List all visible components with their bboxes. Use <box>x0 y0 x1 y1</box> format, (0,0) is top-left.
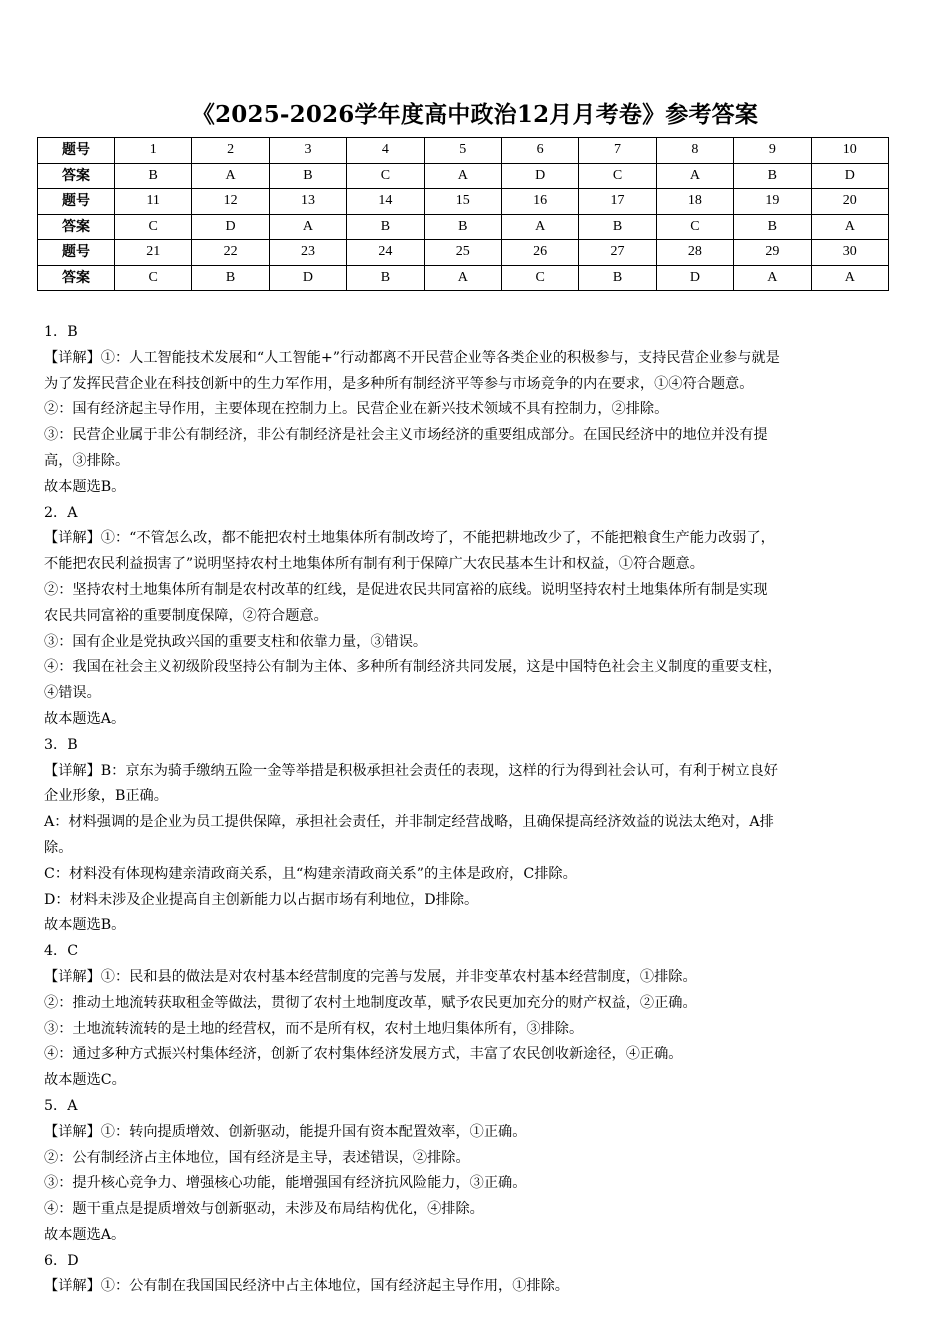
table-cell: B <box>734 163 811 189</box>
text-line: 除。 <box>44 839 73 856</box>
table-cell: 18 <box>656 189 733 215</box>
text-line: ②：公有制经济占主体地位，国有经济是主导，表述错误，②排除。 <box>44 1149 470 1166</box>
text-line: 【详解】①：转向提质增效、创新驱动，能提升国有资本配置效率，①正确。 <box>44 1123 527 1140</box>
text-line: 2．A <box>44 504 78 521</box>
table-cell: 9 <box>734 138 811 164</box>
text-line: ②：国有经济起主导作用，主要体现在控制力上。民营企业在新兴技术领域不具有控制力，②排除。 <box>44 401 669 418</box>
table-cell: A <box>424 265 501 291</box>
table-cell: 1 <box>115 138 192 164</box>
text-line: 故本题选C。 <box>44 1072 126 1089</box>
table-cell: A <box>192 163 269 189</box>
table-cell: B <box>115 163 192 189</box>
row-label: 答案 <box>38 163 115 189</box>
table-cell: 13 <box>269 189 346 215</box>
table-cell: 6 <box>501 138 578 164</box>
text-line: 【详解】B：京东为骑手缴纳五险一金等举措是积极承担社会责任的表现，这样的行为得到社会认可，有利于树立良好 <box>44 762 778 779</box>
table-cell: D <box>192 214 269 240</box>
table-cell: D <box>811 163 888 189</box>
table-cell: C <box>115 265 192 291</box>
text-line: ④：我国在社会主义初级阶段坚持公有制为主体、多种所有制经济共同发展，这是中国特色社会主义制度的重要支柱， <box>44 659 782 676</box>
table-cell: C <box>347 163 424 189</box>
row-label: 题号 <box>38 138 115 164</box>
text-line: A：材料强调的是企业为员工提供保障，承担社会责任，并非制定经营战略，且确保提高经济效益的说法太绝对，A排 <box>44 814 774 831</box>
table-cell: 21 <box>115 240 192 266</box>
text-line: 不能把农民利益损害了”说明坚持农村土地集体所有制有利于保障广大农民基本生计和权益，①符合题意。 <box>44 556 704 573</box>
text-line: ③：土地流转流转的是土地的经营权，而不是所有权，农村土地归集体所有，③排除。 <box>44 1020 584 1037</box>
text-line: 1．B <box>44 324 78 340</box>
answer-explanations <box>44 320 912 1300</box>
table-cell: 28 <box>656 240 733 266</box>
table-row <box>38 214 889 240</box>
text-line: 故本题选A。 <box>44 710 126 727</box>
table-row <box>38 240 889 266</box>
table-cell: B <box>579 265 656 291</box>
row-label: 题号 <box>38 240 115 266</box>
table-cell: 3 <box>269 138 346 164</box>
table-cell: 29 <box>734 240 811 266</box>
row-label: 答案 <box>38 214 115 240</box>
text-line: ③：提升核心竞争力、增强核心功能，能增强国有经济抗风险能力，③正确。 <box>44 1175 527 1192</box>
answer-table <box>37 137 889 291</box>
table-row <box>38 189 889 215</box>
table-row <box>38 163 889 189</box>
table-cell: 2 <box>192 138 269 164</box>
table-cell: 4 <box>347 138 424 164</box>
text-line: ②：推动土地流转获取租金等做法，贯彻了农村土地制度改革，赋予农民更加充分的财产权益，②正确。 <box>44 994 697 1011</box>
table-cell: B <box>269 163 346 189</box>
text-line: ③：国有企业是党执政兴国的重要支柱和依靠力量，③错误。 <box>44 633 428 650</box>
text-line: 5．A <box>44 1097 78 1114</box>
text-line: ②：坚持农村土地集体所有制是农村改革的红线，是促进农民共同富裕的底线。说明坚持农村土地集体所有制是实现 <box>44 581 768 598</box>
text-line: ④错误。 <box>44 685 101 702</box>
table-cell: 11 <box>115 189 192 215</box>
table-cell: 16 <box>501 189 578 215</box>
table-cell: D <box>269 265 346 291</box>
text-line: 【详解】①：民和县的做法是对农村基本经营制度的完善与发展，并非变革农村基本经营制度，①排除。 <box>44 968 697 985</box>
text-line: 【详解】①：公有制在我国国民经济中占主体地位，国有经济起主导作用，①排除。 <box>44 1278 569 1295</box>
table-cell: 22 <box>192 240 269 266</box>
table-cell: B <box>579 214 656 240</box>
table-cell: 5 <box>424 138 501 164</box>
table-cell: A <box>424 163 501 189</box>
table-row <box>38 265 889 291</box>
page-title: 《2025-2026学年度高中政治12月月考卷》参考答案 <box>191 101 759 128</box>
table-cell: D <box>501 163 578 189</box>
table-cell: C <box>656 214 733 240</box>
text-line: 4．C <box>44 943 79 960</box>
table-cell: 25 <box>424 240 501 266</box>
table-cell: C <box>501 265 578 291</box>
table-cell: 17 <box>579 189 656 215</box>
text-line: C：材料没有体现构建亲清政商关系，且“构建亲清政商关系”的主体是政府，C排除。 <box>44 865 577 882</box>
text-line: 故本题选A。 <box>44 1226 126 1243</box>
text-line: 故本题选B。 <box>44 917 126 934</box>
table-cell: 10 <box>811 138 888 164</box>
table-cell: C <box>115 214 192 240</box>
text-line: 【详解】①：“不管怎么改，都不能把农村土地集体所有制改垮了，不能把耕地改少了，不能把粮食生产能力改弱了， <box>44 530 775 547</box>
table-cell: 14 <box>347 189 424 215</box>
text-line: 农民共同富裕的重要制度保障，②符合题意。 <box>44 607 328 624</box>
table-cell: A <box>656 163 733 189</box>
table-cell: A <box>811 214 888 240</box>
table-cell: A <box>501 214 578 240</box>
table-cell: 19 <box>734 189 811 215</box>
table-cell: 7 <box>579 138 656 164</box>
table-cell: C <box>579 163 656 189</box>
table-cell: B <box>347 265 424 291</box>
text-line: ④：题干重点是提质增效与创新驱动，未涉及布局结构优化，④排除。 <box>44 1201 484 1218</box>
table-cell: B <box>424 214 501 240</box>
text-line: 3．B <box>44 736 78 753</box>
text-line: 为了发挥民营企业在科技创新中的生力军作用，是多种所有制经济平等参与市场竞争的内在要求，①④符合题意。 <box>44 375 754 392</box>
table-cell: 8 <box>656 138 733 164</box>
table-cell: A <box>269 214 346 240</box>
table-cell: A <box>811 265 888 291</box>
table-cell: 30 <box>811 240 888 266</box>
table-cell: 15 <box>424 189 501 215</box>
text-line: D：材料未涉及企业提高自主创新能力以占据市场有利地位，D排除。 <box>44 891 479 908</box>
table-cell: B <box>734 214 811 240</box>
row-label: 答案 <box>38 265 115 291</box>
row-label: 题号 <box>38 189 115 215</box>
table-cell: 20 <box>811 189 888 215</box>
text-line: ④：通过多种方式振兴村集体经济，创新了农村集体经济发展方式，丰富了农民创收新途径，④正确。 <box>44 1046 683 1063</box>
table-cell: 12 <box>192 189 269 215</box>
table-cell: 27 <box>579 240 656 266</box>
table-cell: B <box>347 214 424 240</box>
text-line: 6．D <box>44 1252 79 1269</box>
text-line: ③：民营企业属于非公有制经济，非公有制经济是社会主义市场经济的重要组成部分。在国民经济中的地位并没有提 <box>44 427 768 444</box>
table-cell: A <box>734 265 811 291</box>
table-cell: 23 <box>269 240 346 266</box>
table-cell: D <box>656 265 733 291</box>
text-line: 企业形象，B正确。 <box>44 788 168 805</box>
table-cell: B <box>192 265 269 291</box>
text-line: 高，③排除。 <box>44 452 130 469</box>
table-cell: 24 <box>347 240 424 266</box>
table-row <box>38 138 889 164</box>
table-cell: 26 <box>501 240 578 266</box>
text-line: 故本题选B。 <box>44 478 126 495</box>
text-line: 【详解】①：人工智能技术发展和“人工智能+”行动都离不开民营企业等各类企业的积极参与，支持民营企业参与就是 <box>44 349 780 366</box>
